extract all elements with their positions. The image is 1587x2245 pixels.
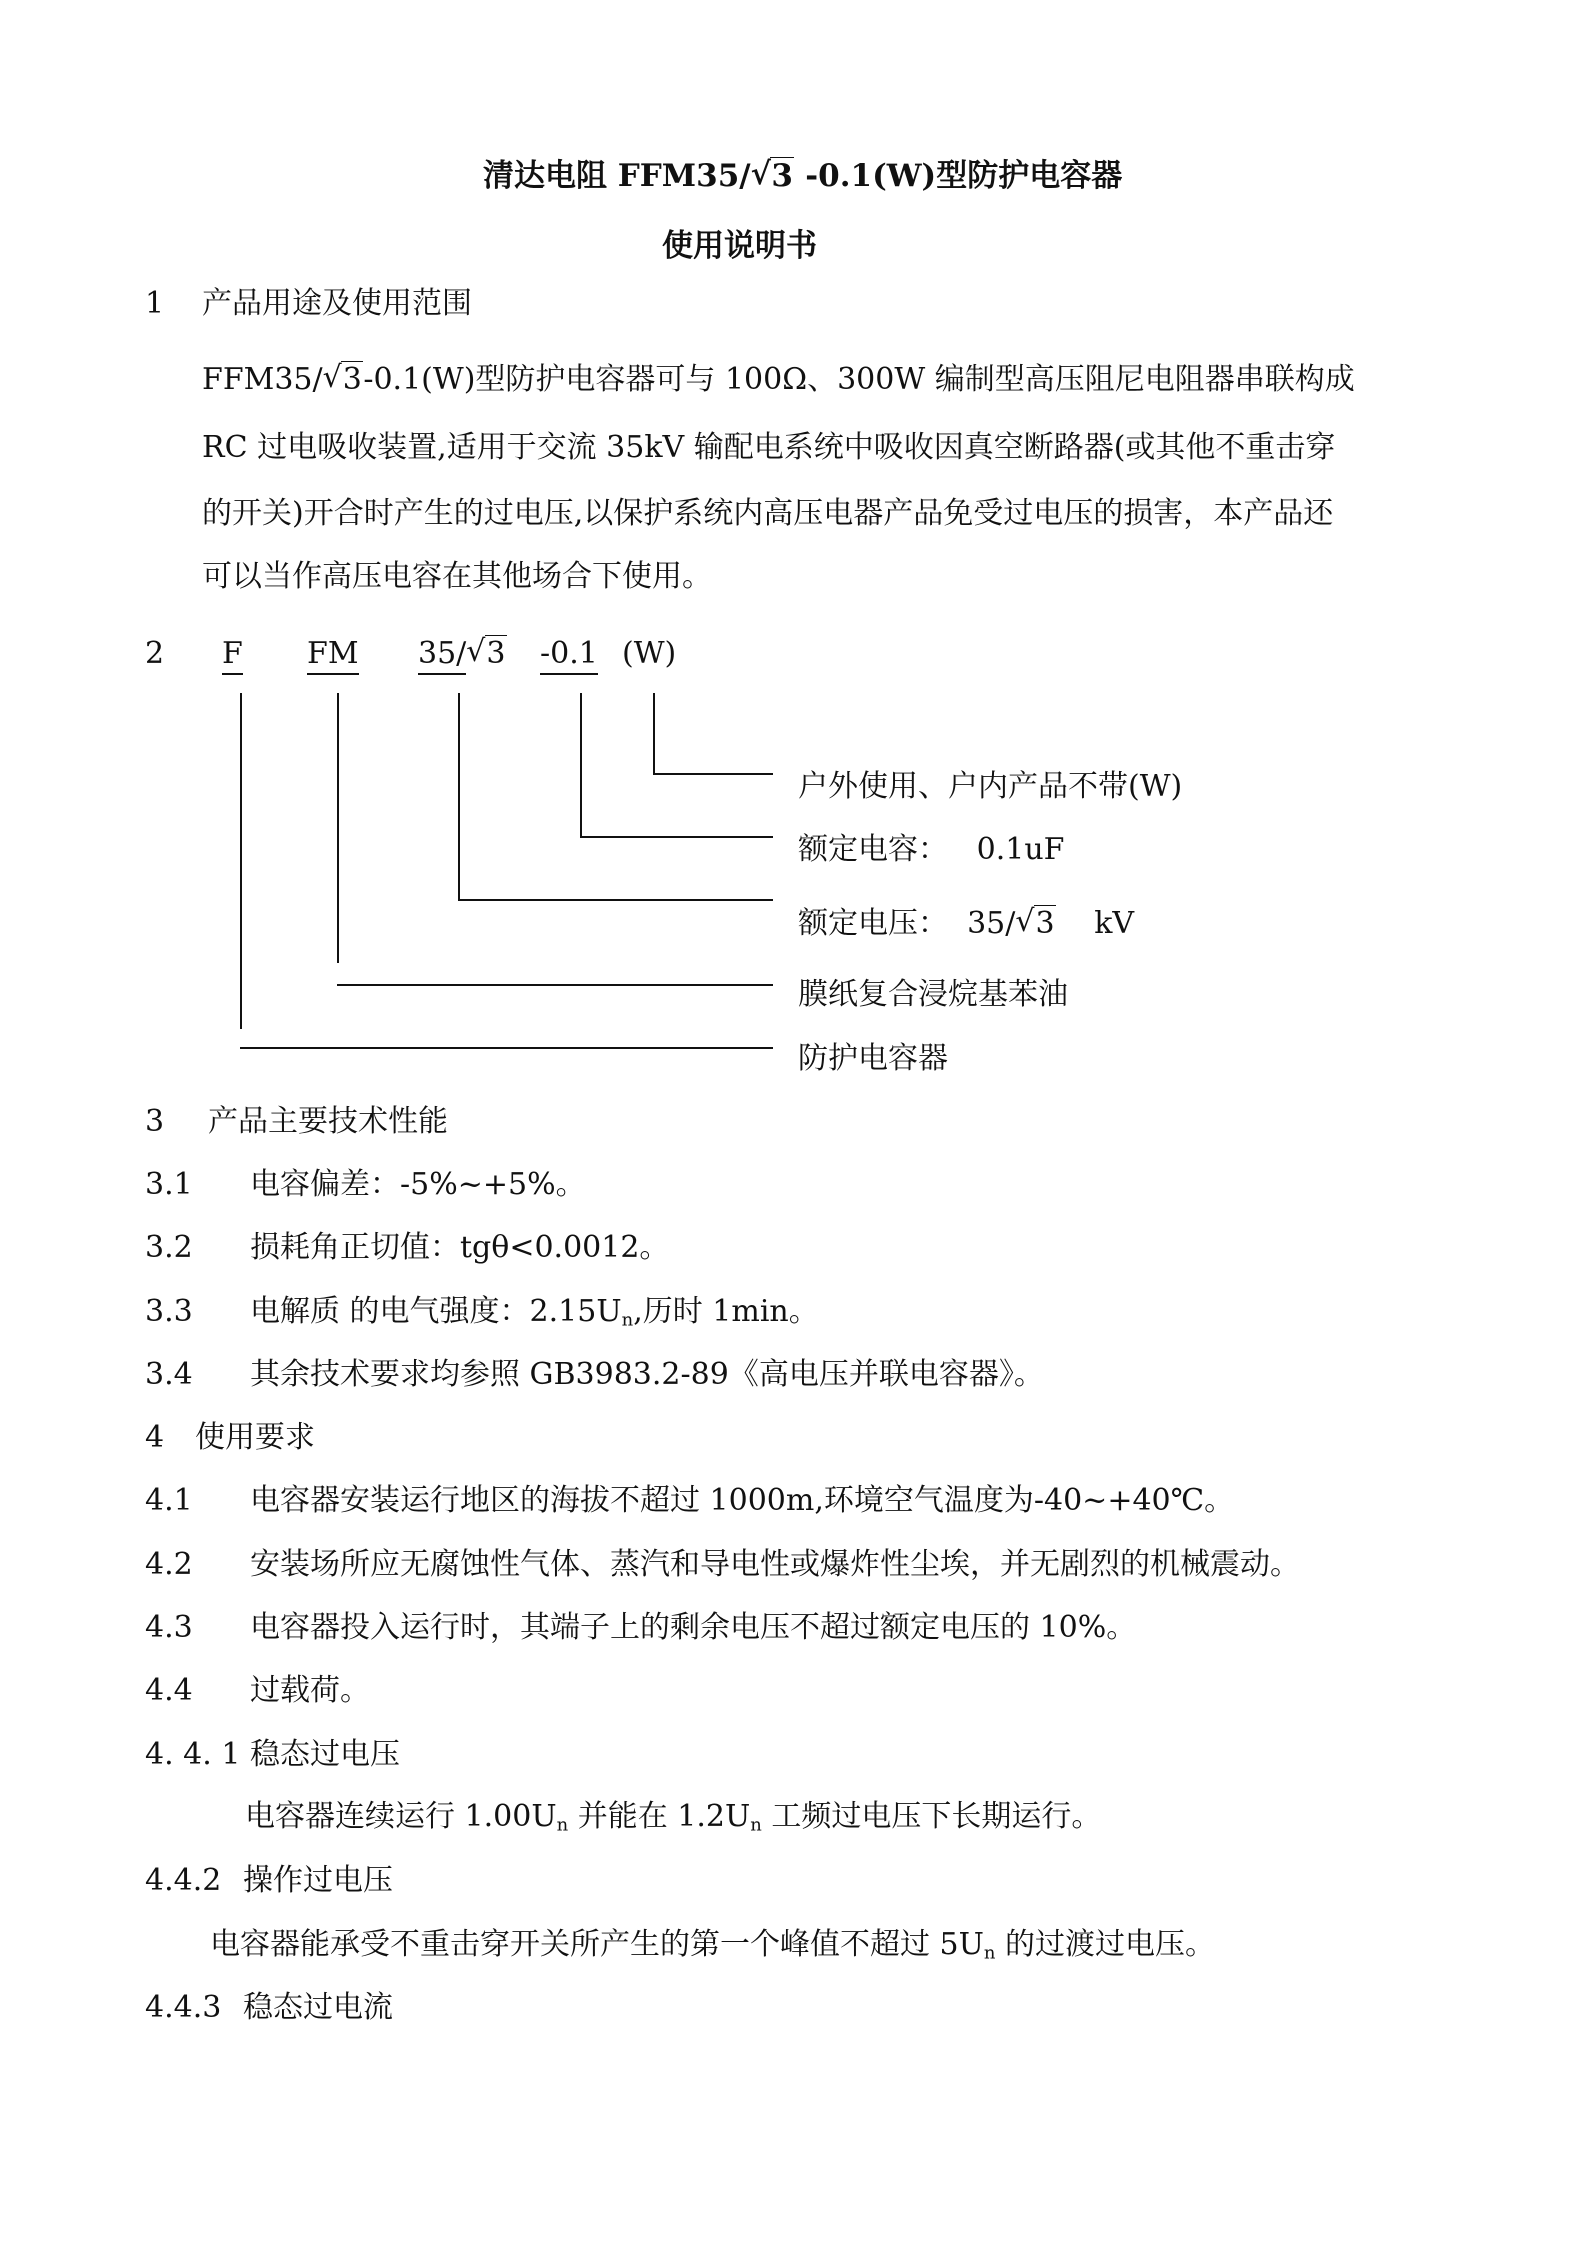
item-3-2-text: 损耗角正切值：tgθ<0.0012。 xyxy=(250,1230,670,1265)
label-capacitance xyxy=(798,830,1064,870)
sqrt-symbol xyxy=(751,158,795,194)
s441-sub-1: n xyxy=(556,1814,569,1836)
item-4-4-number: 4.4 xyxy=(145,1673,193,1708)
code-fm-text: FM xyxy=(307,636,359,675)
code-root: 3 xyxy=(486,636,506,671)
item-4-4-1-heading: 稳态过电压 xyxy=(250,1737,400,1772)
label-volt-value: 35/ xyxy=(967,906,1016,941)
section-4-number: 4 xyxy=(145,1420,165,1455)
section-1-line-1 xyxy=(202,360,1355,400)
item-4-2-number: 4.2 xyxy=(145,1547,193,1582)
section-1-number: 1 xyxy=(145,286,165,321)
s1-line1-suffix: -0.1(W)型防护电容器可与 100Ω、300W 编制型高压阻尼电阻器串联构成 xyxy=(363,362,1355,397)
item-4-1-text: 电容器安装运行地区的海拔不超过 1000m,环境空气温度为-40~+40℃。 xyxy=(250,1483,1235,1518)
code-f xyxy=(222,634,243,674)
diagram-line-w-vertical xyxy=(653,693,655,775)
item-4-4-1-number: 4. 4. 1 xyxy=(145,1737,241,1772)
item-4-1-number: 4.1 xyxy=(145,1483,193,1518)
section-3-number: 3 xyxy=(145,1104,165,1139)
s441-sub-2: n xyxy=(750,1814,762,1836)
sqrt-symbol xyxy=(323,360,364,400)
sqrt-symbol xyxy=(1015,904,1056,944)
s441-text-a: 电容器连续运行 1.00U xyxy=(245,1799,557,1834)
item-3-4-number: 3.4 xyxy=(145,1357,193,1392)
item-3-1-text: 电容偏差：-5%~+5%。 xyxy=(250,1167,586,1202)
item-4-4-2-heading: 操作过电压 xyxy=(243,1863,393,1898)
item-3-3-sub: n xyxy=(621,1309,634,1331)
s441-text-c: 工频过电压下长期运行。 xyxy=(761,1799,1102,1834)
code-01-text: -0.1 xyxy=(540,636,598,675)
diagram-line-volt-vertical xyxy=(458,693,460,901)
item-4-2-text: 安装场所应无腐蚀性气体、蒸汽和导电性或爆炸性尘埃，并无剧烈的机械震动。 xyxy=(250,1547,1300,1582)
code-capacitance xyxy=(540,634,598,674)
diagram-line-w-horizontal xyxy=(653,773,773,775)
section-3-heading: 产品主要技术性能 xyxy=(208,1104,448,1139)
section-1-line-3: 的开关)开合时产生的过电压,以保护系统内高压电器产品免受过电压的损害，本产品还 xyxy=(202,496,1334,531)
item-3-2-number: 3.2 xyxy=(145,1230,193,1265)
label-volt-unit: kV xyxy=(1094,906,1135,941)
section-1-heading: 产品用途及使用范围 xyxy=(202,286,472,321)
code-w: (W) xyxy=(622,636,677,671)
diagram-line-volt-horizontal xyxy=(458,899,773,901)
label-volt-name: 额定电压： xyxy=(798,906,948,941)
item-4-4-1-text xyxy=(245,1797,1101,1846)
code-35-text: 35/ xyxy=(418,636,466,675)
item-3-1-number: 3.1 xyxy=(145,1167,193,1202)
item-4-3-text: 电容器投入运行时，其端子上的剩余电压不超过额定电压的 10%。 xyxy=(250,1610,1137,1645)
item-4-4-3-heading: 稳态过电流 xyxy=(243,1990,393,2025)
code-f-text: F xyxy=(222,636,243,675)
item-3-3-number: 3.3 xyxy=(145,1294,193,1329)
title-root: 3 xyxy=(771,158,793,194)
item-3-3-text-a: 电解质 的电气强度：2.15U xyxy=(250,1294,622,1329)
label-cap-value: 0.1uF xyxy=(976,832,1065,867)
document-title xyxy=(483,150,1122,195)
item-3-4-text: 其余技术要求均参照 GB3983.2-89《高电压并联电容器》。 xyxy=(250,1357,1044,1392)
title-text-part2: -0.1(W)型防护电容器 xyxy=(794,158,1123,194)
s442-text-a: 电容器能承受不重击穿开关所产生的第一个峰值不超过 5U xyxy=(210,1927,984,1962)
diagram-line-fm-vertical xyxy=(337,693,339,963)
item-3-3-text-b: ,历时 1min。 xyxy=(633,1294,819,1329)
item-4-4-2-text xyxy=(210,1925,1215,1974)
item-3-3-text xyxy=(250,1292,819,1341)
item-4-4-text: 过载荷。 xyxy=(250,1673,370,1708)
item-4-4-3-number: 4.4.3 xyxy=(145,1990,222,2025)
label-f: 防护电容器 xyxy=(798,1041,948,1076)
diagram-line-cap-vertical xyxy=(580,693,582,838)
section-4-heading: 使用要求 xyxy=(195,1420,315,1455)
title-text-part1: 清达电阻 FFM35/ xyxy=(483,158,751,194)
sqrt-symbol xyxy=(466,634,507,674)
diagram-line-cap-horizontal xyxy=(580,836,773,838)
code-fm xyxy=(307,634,359,674)
section-1-line-4: 可以当作高压电容在其他场合下使用。 xyxy=(202,559,712,594)
label-volt-root: 3 xyxy=(1035,906,1055,941)
item-4-4-2-number: 4.4.2 xyxy=(145,1863,222,1898)
s1-root: 3 xyxy=(342,362,362,397)
diagram-line-f-vertical xyxy=(240,693,242,1029)
label-voltage xyxy=(798,904,1134,944)
s1-line1-prefix: FFM35/ xyxy=(202,362,323,397)
label-cap-name: 额定电容： xyxy=(798,832,948,867)
label-fm: 膜纸复合浸烷基苯油 xyxy=(798,977,1068,1012)
label-w: 户外使用、户内产品不带(W) xyxy=(798,769,1183,804)
s442-sub: n xyxy=(983,1942,996,1964)
s442-text-b: 的过渡过电压。 xyxy=(995,1927,1216,1962)
diagram-line-fm-horizontal xyxy=(337,984,773,986)
diagram-line-f-horizontal xyxy=(240,1047,773,1049)
s441-text-b: 并能在 1.2U xyxy=(568,1799,751,1834)
section-2-number: 2 xyxy=(145,636,165,671)
item-4-3-number: 4.3 xyxy=(145,1610,193,1645)
document-subtitle: 使用说明书 xyxy=(662,228,817,264)
code-voltage xyxy=(418,634,507,674)
section-1-line-2: RC 过电吸收装置,适用于交流 35kV 输配电系统中吸收因真空断路器(或其他不重击穿 xyxy=(202,430,1336,465)
